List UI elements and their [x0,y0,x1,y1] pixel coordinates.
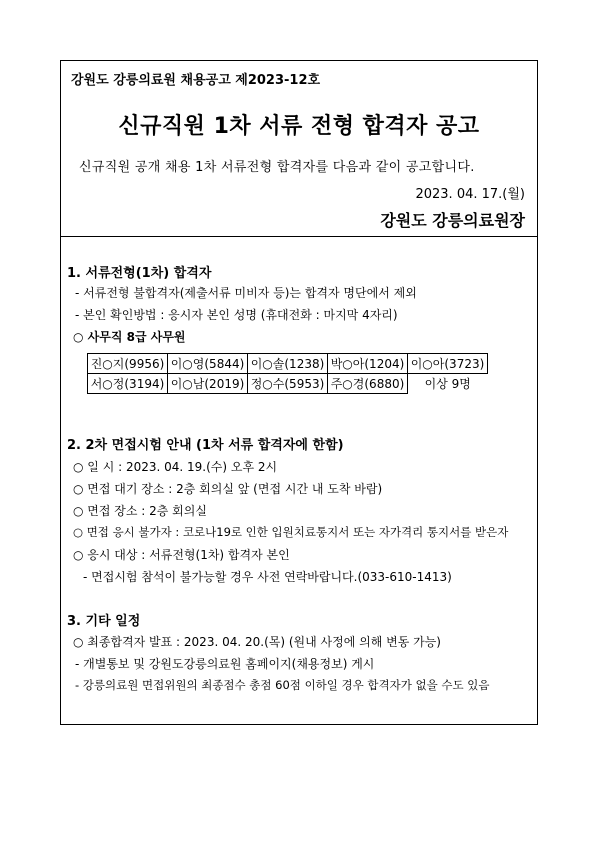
interview-datetime: ○ 일 시 : 2023. 04. 19.(수) 오후 2시 [73,460,278,474]
passer-cell: 이○남(2019) [168,374,248,394]
table-row [88,374,488,394]
passer-cell: 진○지(9956) [88,354,168,374]
passer-cell: 서○정(3194) [88,374,168,394]
passer-table [87,353,488,394]
interview-waiting-place: ○ 면접 대기 장소 : 2층 회의실 앞 (면접 시간 내 도착 바람) [73,482,383,496]
passer-cell: 이○아(3723) [408,354,488,374]
passer-cell: 정○수(5953) [248,374,328,394]
section1-heading: 1. 서류전형(1차) 합격자 [67,266,212,281]
passer-cell: 박○아(1204) [328,354,408,374]
section1-note-identification: - 본인 확인방법 : 응시자 본인 성명 (휴대전화 : 마지막 4자리) [75,308,398,322]
page-title: 신규직원 1차 서류 전형 합격자 공고 [118,114,480,139]
section1-note-exclusion: - 서류전형 불합격자(제출서류 미비자 등)는 합격자 명단에서 제외 [75,286,417,300]
notice-frame [60,60,538,725]
interview-ineligible: ○ 면접 응시 불가자 : 코로나19로 인한 입원치료통지서 또는 자가격리 통지서를 받은자 [73,525,509,539]
interview-target: ○ 응시 대상 : 서류전형(1차) 합격자 본인 [73,548,290,562]
interview-contact-note: - 면접시험 참석이 불가능할 경우 사전 연락바랍니다.(033-610-1413) [83,570,452,584]
final-announcement: ○ 최종합격자 발표 : 2023. 04. 20.(목) (원내 사정에 의해 변동 가능) [73,635,441,649]
passer-cell: 이○영(5844) [168,354,248,374]
passer-cell: 이○솔(1238) [248,354,328,374]
issuer-name: 강원도 강릉의료원장 [380,211,525,230]
section2-heading: 2. 2차 면접시험 안내 (1차 서류 합격자에 한함) [67,438,344,453]
header-divider [61,236,537,237]
notice-number: 강원도 강릉의료원 채용공고 제2023-12호 [71,73,321,88]
passer-cell: 주○경(6880) [328,374,408,394]
section3-heading: 3. 기타 일정 [67,614,141,629]
table-row [88,354,488,374]
section1-category: ○ 사무직 8급 사무원 [73,330,186,344]
final-score-note: - 강릉의료원 면접위원의 최종점수 총점 60점 이하일 경우 합격자가 없을 수도 있음 [75,678,490,692]
intro-text: 신규직원 공개 채용 1차 서류전형 합격자를 다음과 같이 공고합니다. [79,160,475,175]
passer-total: 이상 9명 [424,377,471,392]
interview-place: ○ 면접 장소 : 2층 회의실 [73,504,207,518]
notice-date: 2023. 04. 17.(월) [415,187,525,202]
final-notification-note: - 개별통보 및 강원도강릉의료원 홈페이지(채용정보) 게시 [75,657,375,671]
